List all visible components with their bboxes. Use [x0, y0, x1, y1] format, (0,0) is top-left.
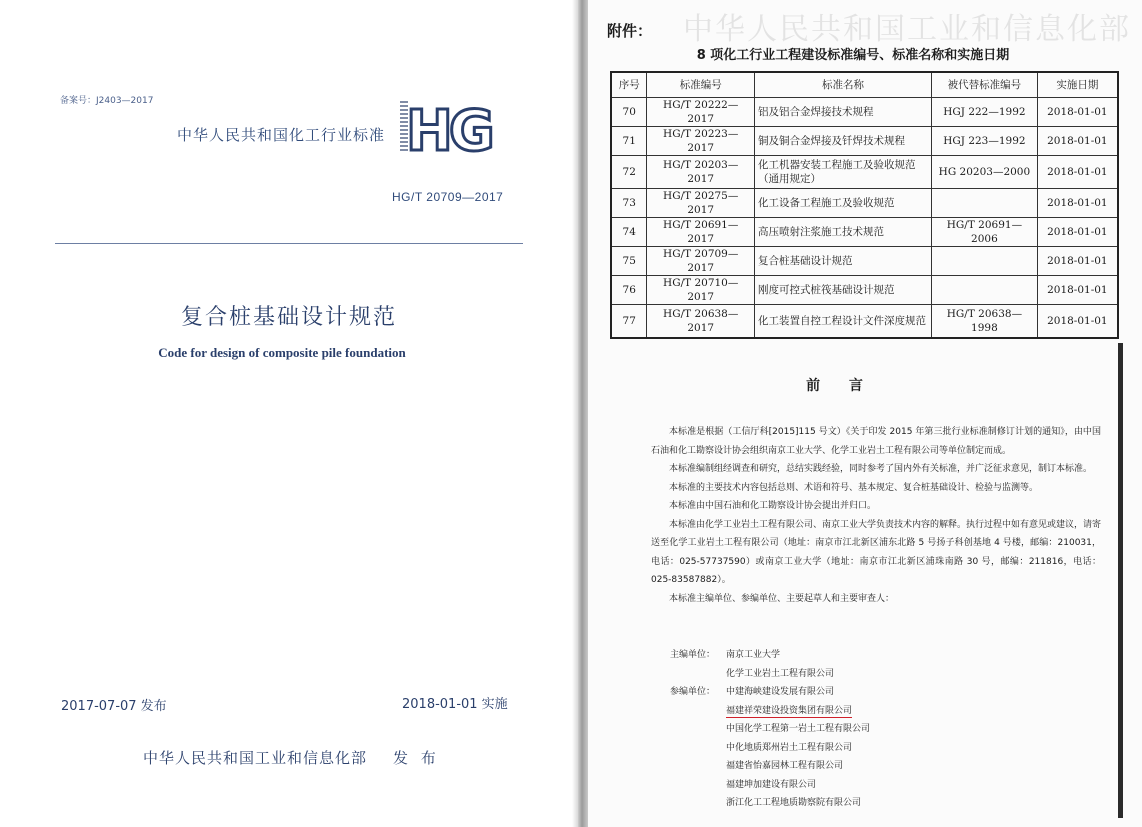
cell-replaced: HG 20203—2000	[932, 156, 1038, 189]
announcement-page	[588, 0, 1142, 827]
hg-logo-icon	[398, 98, 498, 156]
bleed-through-text: 中华人民共和国工业和信息化部	[683, 12, 1131, 47]
foreword-body	[651, 423, 1101, 608]
cell-date: 2018-01-01	[1037, 276, 1118, 305]
cell-no: 76	[611, 276, 647, 305]
cell-code: HG/T 20203—2017	[647, 156, 755, 189]
list-item	[670, 646, 870, 665]
highlighted-unit-name: 福建祥荣建设投资集团有限公司	[726, 705, 853, 716]
cell-name: 复合桩基础设计规范	[755, 247, 932, 276]
unit-name: 浙江化工工程地质勘察院有限公司	[726, 798, 862, 808]
publish-label: 发 布	[393, 749, 440, 767]
unit-name: 中化地质郑州岩土工程有限公司	[726, 742, 853, 753]
cell-date: 2018-01-01	[1037, 127, 1118, 156]
cell-code: HG/T 20638—2017	[647, 305, 755, 339]
cell-code: HG/T 20709—2017	[647, 247, 755, 276]
cell-no: 70	[611, 98, 647, 127]
header-no: 序号	[611, 72, 647, 98]
implement-date: 2018-01-01 实施	[402, 697, 508, 712]
table-row	[611, 98, 1118, 127]
cell-replaced	[932, 276, 1038, 305]
attachment-label: 附件：	[607, 22, 653, 40]
unit-name: 福建省怡嘉园林工程有限公司	[726, 761, 844, 771]
cell-code: HG/T 20710—2017	[647, 276, 755, 305]
table-row	[611, 305, 1118, 339]
header-name: 标准名称	[755, 72, 932, 98]
cell-date: 2018-01-01	[1037, 189, 1118, 218]
table-title: 8 项化工行业工程建设标准编号、标准名称和实施日期	[696, 48, 1010, 63]
cell-date: 2018-01-01	[1037, 98, 1118, 127]
divider	[55, 243, 523, 244]
cell-no: 72	[611, 156, 647, 189]
cell-no: 75	[611, 247, 647, 276]
table-row	[611, 156, 1118, 189]
cell-code: HG/T 20691—2017	[647, 218, 755, 247]
list-item	[670, 665, 870, 684]
issue-date: 2017-07-07 发布	[61, 699, 167, 714]
unit-name: 化学工业岩土工程有限公司	[726, 668, 835, 679]
standard-number: HG/T 20709—2017	[392, 190, 504, 204]
org-standard-title: 中华人民共和国化工行业标准	[177, 126, 386, 144]
table-row	[611, 189, 1118, 218]
title-english: Code for design of composite pile foundation	[158, 345, 406, 360]
filing-number: 备案号：J2403—2017	[60, 96, 154, 106]
participant-label: 参编单位：	[670, 687, 716, 697]
unit-name: 福建坤加建设有限公司	[726, 779, 817, 790]
table-header-row	[611, 72, 1118, 98]
cell-date: 2018-01-01	[1037, 305, 1118, 339]
cell-name: 化工机器安装工程施工及验收规范（通用规定）	[755, 156, 932, 189]
paragraph: 本标准由化学工业岩土工程有限公司、南京工业大学负责技术内容的解释。执行过程中如有意见或建议，请寄送至化学工业岩土工程有限公司（地址：南京市江北新区浦东北路 5 号扬子科创基地 4 号楼，邮编：210031，电话：025-57737590）或南京工业大学（地址：南京市江北新区浦珠南路 30 号，邮编：211816，电话：025-83587882）。	[651, 519, 1102, 585]
standards-table	[610, 71, 1119, 339]
list-item	[670, 757, 870, 776]
list-item	[670, 702, 870, 721]
cell-replaced	[932, 247, 1038, 276]
cell-no: 71	[611, 127, 647, 156]
paragraph: 本标准是根据（工信厅科[2015]115 号文）《关于印发 2015 年第三批行业标准制修订计划的通知》，由中国石油和化工勘察设计协会组织南京工业大学、化学工业岩土工程有限公司等单位制定而成。	[651, 427, 1101, 456]
cell-date: 2018-01-01	[1037, 247, 1118, 276]
table-row	[611, 247, 1118, 276]
table-row	[611, 218, 1118, 247]
scan-edge-bar	[1118, 343, 1123, 818]
cell-replaced: HGJ 223—1992	[932, 127, 1038, 156]
paragraph: 本标准的主要技术内容包括总则、术语和符号、基本规定、复合桩基础设计、检验与监测等。	[669, 482, 1039, 493]
cell-replaced: HG/T 20691—2006	[932, 218, 1038, 247]
cell-no: 77	[611, 305, 647, 339]
cell-name: 高压喷射注浆施工技术规范	[755, 218, 932, 247]
chief-label: 主编单位：	[670, 650, 716, 660]
cell-no: 73	[611, 189, 647, 218]
list-item	[670, 683, 870, 702]
unit-name: 中国化学工程第一岩土工程有限公司	[726, 724, 871, 734]
ministry-name: 中华人民共和国工业和信息化部	[143, 749, 368, 767]
unit-name: 南京工业大学	[726, 650, 781, 660]
cell-code: HG/T 20275—2017	[647, 189, 755, 218]
paragraph: 本标准由中国石油和化工勘察设计协会提出并归口。	[669, 501, 877, 511]
header-replaced: 被代替标准编号	[932, 72, 1038, 98]
list-item	[670, 720, 870, 739]
paragraph: 本标准主编单位、参编单位、主要起草人和主要审查人：	[669, 593, 895, 604]
book-gutter	[578, 0, 588, 827]
unit-name: 中建海峡建设发展有限公司	[726, 687, 835, 697]
svg-text:HG: HG	[406, 99, 491, 156]
list-item	[670, 739, 870, 758]
cell-replaced	[932, 189, 1038, 218]
cell-code: HG/T 20222—2017	[647, 98, 755, 127]
cell-name: 铝及铝合金焊接技术规程	[755, 98, 932, 127]
header-date: 实施日期	[1037, 72, 1118, 98]
header-code: 标准编号	[647, 72, 755, 98]
cell-name: 铜及铜合金焊接及钎焊技术规程	[755, 127, 932, 156]
title-chinese: 复合桩基础设计规范	[180, 305, 397, 330]
foreword-title: 前 言	[806, 378, 875, 394]
cell-date: 2018-01-01	[1037, 156, 1118, 189]
units-list	[670, 646, 870, 813]
cell-date: 2018-01-01	[1037, 218, 1118, 247]
cell-replaced: HG/T 20638—1998	[932, 305, 1038, 339]
cell-name: 刚度可控式桩筏基础设计规范	[755, 276, 932, 305]
list-item	[670, 776, 870, 795]
table-row	[611, 276, 1118, 305]
table-row	[611, 127, 1118, 156]
cell-code: HG/T 20223—2017	[647, 127, 755, 156]
cell-no: 74	[611, 218, 647, 247]
cell-name: 化工装置自控工程设计文件深度规范	[755, 305, 932, 339]
list-item	[670, 794, 870, 813]
cell-replaced: HGJ 222—1992	[932, 98, 1038, 127]
paragraph: 本标准编制组经调查和研究，总结实践经验，同时参考了国内外有关标准，并广泛征求意见，制订本标准。	[669, 464, 1093, 474]
cell-name: 化工设备工程施工及验收规范	[755, 189, 932, 218]
